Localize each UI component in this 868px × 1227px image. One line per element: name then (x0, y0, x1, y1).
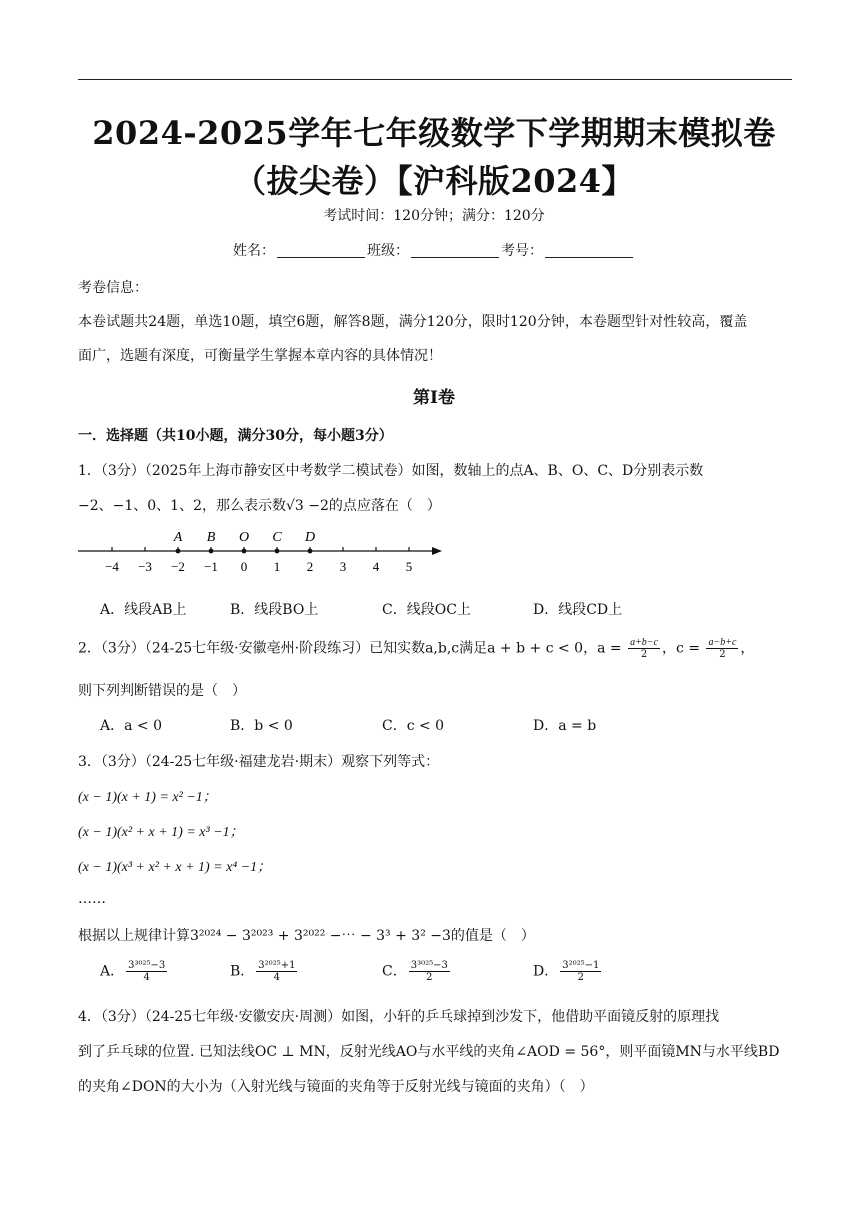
exam-title-line1: 2024-2025学年七年级数学下学期期末模拟卷 (92, 114, 776, 152)
number-line-figure (76, 524, 446, 580)
q3-ellipsis: …… (78, 891, 106, 907)
q1-option-d[interactable]: D．线段CD上 (533, 602, 623, 618)
q3-option-a-num: 3³⁰²⁵−3 (128, 960, 166, 971)
number-line-tick-label: 0 (240, 559, 248, 574)
number-line-point-label: O (238, 530, 250, 545)
number-label: 考号： (501, 243, 543, 259)
q1-line2: −2、−1、0、1、2，那么表示数√3 −2的点应落在（ ） (78, 498, 441, 514)
q3-option-a-letter: A． (100, 963, 125, 980)
q3-option-a[interactable] (100, 960, 169, 983)
q3-option-b-fraction (256, 960, 297, 983)
q3-equation-3: (x − 1)(x³ + x² + x + 1) = x⁴ −1； (78, 860, 272, 875)
q4-line2: 到了乒乓球的位置. 已知法线OC ⊥ MN，反射光线AO与水平线的夹角∠AOD = 56°，则平面镜MN与水平线BD (78, 1044, 780, 1060)
number-line-tick-label: 3 (339, 559, 347, 574)
q3-option-c[interactable] (382, 960, 452, 983)
q2-fraction-a (628, 637, 660, 660)
name-field[interactable] (277, 243, 365, 258)
number-line-arrow (432, 547, 442, 555)
q3-option-d-fraction (560, 960, 601, 983)
q3-option-c-fraction (409, 960, 450, 983)
q2-stem: 2．（3分）（24-25七年级·安徽亳州·阶段练习）已知实数a,b,c满足a + b + c < 0，a = (78, 640, 622, 657)
name-label: 姓名： (233, 243, 275, 259)
info-body-line1: 本卷试题共24题，单选10题，填空6题，解答8题，满分120分，限时120分钟，本卷题型针对性较高，覆盖 (78, 314, 748, 330)
q3-option-c-letter: C． (382, 963, 407, 980)
number-line-tick-label: −2 (171, 559, 185, 574)
q3-option-d-letter: D． (533, 963, 559, 980)
q4-line1: 4．（3分）（24-25七年级·安徽安庆·周测）如图，小轩的乒乓球掉到沙发下，他借助平面镜反射的原理找 (78, 1009, 720, 1025)
q3-compute: 根据以上规律计算3²⁰²⁴ − 3²⁰²³ + 3²⁰²² −⋯ − 3³ + 3² −3的值是（ ） (78, 928, 535, 944)
class-field[interactable] (411, 243, 499, 258)
q2-option-d[interactable]: D．a = b (533, 718, 597, 734)
q1-option-c[interactable]: C．线段OC上 (382, 602, 471, 618)
q3-option-b-num: 3²⁰²⁵+1 (258, 960, 296, 971)
number-line-tick-label: 4 (372, 559, 380, 574)
info-heading: 考卷信息： (78, 280, 148, 296)
number-line-tick-label: 1 (273, 559, 281, 574)
number-line-point-label: D (304, 530, 316, 545)
number-field[interactable] (545, 243, 633, 258)
q3-option-a-den: 4 (143, 972, 150, 983)
number-line-tick-label: 5 (405, 559, 413, 574)
number-line-point (176, 549, 181, 554)
q3-option-a-fraction (126, 960, 167, 983)
q3-option-d-den: 2 (577, 972, 584, 983)
number-line-tick-label: −3 (138, 559, 152, 574)
q2-fraction-a-num: a+b−c (630, 637, 658, 648)
number-line-point-label: B (206, 530, 216, 545)
student-info-row (0, 240, 868, 260)
number-line-point-label: C (272, 530, 282, 545)
q3-option-c-num: 3³⁰²⁵−3 (410, 960, 448, 971)
q3-option-b-den: 4 (273, 972, 281, 983)
volume-title: 第Ⅰ卷 (413, 388, 455, 408)
q3-option-b-letter: B． (230, 963, 255, 980)
q3-option-d-num: 3²⁰²⁵−1 (562, 960, 600, 971)
number-line-point (242, 549, 247, 554)
q2-option-b[interactable]: B．b < 0 (230, 718, 293, 734)
header-rule (78, 79, 792, 80)
number-line-point (308, 549, 313, 554)
q3-option-b[interactable] (230, 960, 299, 983)
q3-option-d[interactable] (533, 960, 603, 983)
q2-fraction-c (706, 637, 738, 660)
q4-line3: 的夹角∠DON的大小为（入射光线与镜面的夹角等于反射光线与镜面的夹角）（ ） (78, 1079, 594, 1095)
number-line-point (275, 549, 280, 554)
q1-option-b[interactable]: B．线段BO上 (230, 602, 319, 618)
q2-fraction-c-den: 2 (719, 649, 726, 660)
q3-line1: 3．（3分）（24-25七年级·福建龙岩·期末）观察下列等式： (78, 754, 440, 770)
q2-fraction-a-den: 2 (640, 649, 648, 660)
number-line-point (209, 549, 214, 554)
exam-title-line2: （拔尖卷）【沪科版2024】 (233, 162, 635, 200)
section-heading: 一．选择题（共10小题，满分30分，每小题3分） (78, 428, 393, 444)
q3-equation-1: (x − 1)(x + 1) = x² −1； (78, 790, 217, 805)
q2-option-c[interactable]: C．c < 0 (382, 718, 445, 734)
number-line-tick-label: 2 (306, 559, 314, 574)
number-line-point-label: A (173, 530, 183, 545)
q3-equation-2: (x − 1)(x² + x + 1) = x³ −1； (78, 825, 244, 840)
q1-line1: 1．（3分）（2025年上海市静安区中考数学二模试卷）如图，数轴上的点A、B、O、C、D分别表示数 (78, 463, 704, 479)
q3-option-c-den: 2 (426, 972, 433, 983)
class-label: 班级： (367, 243, 409, 259)
q2-mid: ，c = (662, 640, 701, 657)
exam-time: 考试时间：120分钟；满分：120分 (323, 208, 545, 224)
q2-line2: 则下列判断错误的是（ ） (78, 683, 246, 699)
q2-end: ， (740, 640, 755, 657)
q2-option-a[interactable]: A．a < 0 (100, 718, 162, 734)
number-line-tick-label: −1 (204, 559, 218, 574)
info-body-line2: 面广，选题有深度，可衡量学生掌握本章内容的具体情况！ (78, 348, 442, 364)
number-line-tick-label: −4 (105, 559, 119, 574)
q1-option-a[interactable]: A．线段AB上 (100, 602, 187, 618)
q2-line1 (78, 637, 754, 660)
q2-fraction-c-num: a−b+c (708, 637, 737, 648)
